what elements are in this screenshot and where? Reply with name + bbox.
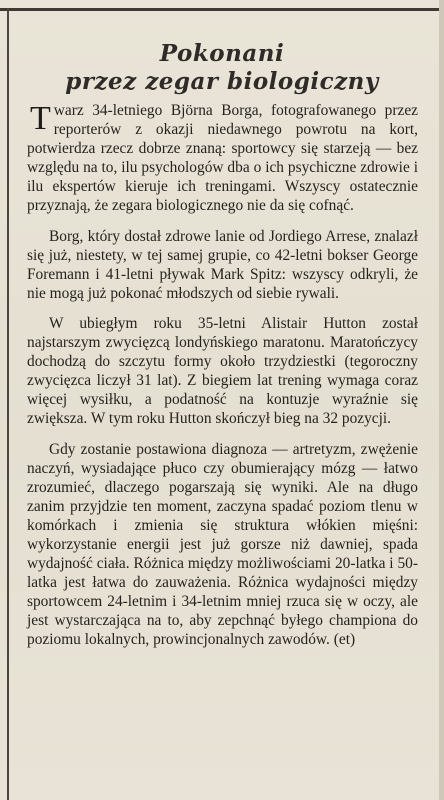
article-body	[27, 101, 418, 661]
paragraph-2: Borg, który dostał zdrowe lanie od Jordiego Arrese, znalazł się już, niestety, w tej samej grupie, co 42-letni bokser George Foremann i 41-letni pływak Mark Spitz: wszyscy odkryli, że nie mogą już pokonać młodszych od siebie rywali.	[27, 227, 418, 302]
paragraph-1-text: warz 34-letniego Björna Borga, fotografowanego przez reporterów z okazji niedawnego powrotu na kort, potwierdza rzecz dobrze znaną: sportowcy się starzeją — bez względu na to, ilu psychologów dba o ich psychiczne zdrowie i ilu ekspertów kieruje ich treningami. Wszyscy ostatecznie przyznają, że zegara biologicznego nie da się cofnąć.	[27, 102, 418, 215]
paragraph-4: Gdy zostanie postawiona diagnoza — artretyzm, zwężenie naczyń, wysiadające płuco czy obumierający mózg — łatwo zrozumieć, dlaczego pogarszają się wyniki. Ale na długo zanim przyjdzie ten moment, zaczyna spadać poziom tlenu w komórkach i zmienia się struktura włókien mięśni: wykorzystanie energii jest już gorsze niż dawniej, spada wydajność ciała. Różnica między możliwościami 20-latka i 50-latka jest łatwa do zauważenia. Różnica wydajności między sportowcem 24-letnim i 34-letnim mniej rzuca się w oczy, ale jest wystarczająca na to, aby zepchnąć byłego championa do poziomu lokalnych, prowincjonalnych zawodów. (et)	[27, 440, 418, 649]
article-title-line-1: Pokonani	[159, 40, 285, 67]
paragraph-1	[27, 101, 418, 216]
top-rule	[0, 8, 444, 11]
left-rule	[7, 8, 9, 800]
article-title-line-2: przez zegar biologiczny	[65, 68, 379, 95]
drop-cap: T	[30, 100, 51, 137]
page-edge	[439, 0, 444, 800]
paragraph-3: W ubiegłym roku 35-letni Alistair Hutton został najstarszym zwycięzcą londyńskiego maratonu. Maratończycy dochodzą do szczytu formy około trzydziestki (tegoroczny zwycięzca liczył 31 lat). Z biegiem lat trening wymaga coraz więcej wysiłku, a podatność na kontuzje wyraźnie się zwiększa. W tym roku Hutton skończył bieg na 32 pozycji.	[27, 314, 418, 428]
